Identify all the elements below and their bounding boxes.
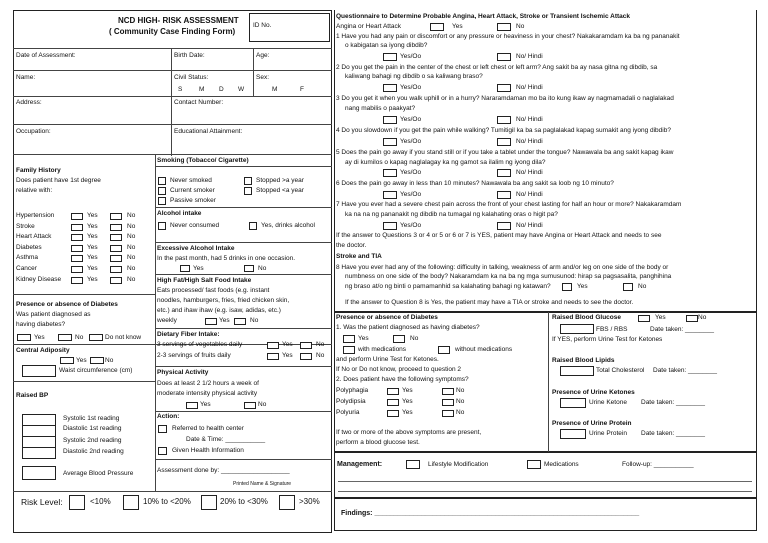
- polyphagia-no-checkbox[interactable]: [442, 388, 454, 395]
- q5-yes-checkbox[interactable]: [383, 169, 397, 177]
- q5-yes-label: Yes/Oo: [400, 169, 422, 176]
- ketones-title: Presence of Urine Ketones: [552, 389, 635, 396]
- current-smoker-label: Current smoker: [170, 187, 215, 194]
- cholesterol-label: Total Cholesterol: [596, 367, 645, 374]
- fh-cancer-yes-checkbox[interactable]: [71, 266, 83, 273]
- fiber-fruit-no: No: [316, 352, 325, 359]
- referred-checkbox[interactable]: [158, 425, 167, 433]
- adiposity-no: No: [105, 357, 114, 364]
- fh-asthma-label: Asthma: [16, 254, 39, 262]
- fh-diabetes-yes: Yes: [87, 243, 98, 251]
- referred-label: Referred to health center: [172, 425, 244, 432]
- never-consumed-checkbox[interactable]: [158, 222, 166, 230]
- q2-line1: 2 Do you get the pain in the center of the chest or left chest or left arm? Ang sakit ba ay nasa gitna ng dibdib, sa: [336, 64, 658, 71]
- polyuria-yes: Yes: [402, 409, 413, 416]
- family-history-q2: relative with:: [16, 187, 53, 194]
- stopped-lt-label: Stopped <a year: [256, 187, 304, 194]
- risk-10-20-checkbox[interactable]: [123, 495, 139, 510]
- physical-no: No: [258, 401, 267, 408]
- q6-yes-label: Yes/Oo: [400, 191, 422, 198]
- polyuria-yes-checkbox[interactable]: [387, 410, 399, 417]
- fh-asthma-no-checkbox[interactable]: [110, 255, 122, 262]
- heart-no-checkbox[interactable]: [497, 23, 511, 31]
- followup-label[interactable]: Follow-up: ___________: [622, 461, 694, 468]
- diabetes-left-title: Presence or absence of Diabetes: [16, 301, 118, 308]
- management-label: Management:: [337, 461, 383, 468]
- q8-no: No: [638, 283, 647, 290]
- fh-diabetes-label: Diabetes: [16, 243, 42, 251]
- diabetes-right-title: Presence or absence of Diabetes: [336, 314, 438, 321]
- family-history-q1: Does patient have 1st degree: [16, 177, 101, 184]
- civil-status-label: Civil Status:: [174, 74, 209, 81]
- diabetes-left-yes-checkbox[interactable]: [17, 334, 31, 341]
- fh-cancer-yes: Yes: [87, 265, 98, 272]
- fat-salt-l1: Eats processed/ fast foods (e.g. instant: [157, 287, 270, 294]
- health-info-checkbox[interactable]: [158, 447, 167, 455]
- q3-no-label: No/ Hindi: [516, 116, 543, 123]
- fh-asthma-yes: Yes: [87, 254, 98, 262]
- polyphagia-yes: Yes: [402, 387, 413, 394]
- q2-yes-label: Yes/Oo: [400, 84, 422, 91]
- fh-kidney-disease-yes: Yes: [87, 275, 98, 283]
- diabetes-left-yes: Yes: [34, 334, 45, 341]
- action-title: Action:: [157, 413, 180, 420]
- civil-option-d[interactable]: D: [219, 86, 224, 93]
- stroke-title: Stroke and TIA: [336, 253, 382, 260]
- physical-no-checkbox[interactable]: [244, 402, 256, 409]
- never-smoked-checkbox[interactable]: [158, 177, 166, 185]
- fiber-veg-no-checkbox[interactable]: [300, 342, 312, 349]
- printed-name-note: Printed Name & Signature: [233, 481, 292, 487]
- diabetes-left-dont-know: Do not know: [105, 334, 142, 341]
- q7-line2: ka na na ng pananakit ng dibdib na tumagal ng kalahating oras o higit pa?: [345, 211, 558, 218]
- excessive-alcohol-title: Excessive Alcohol Intake: [157, 245, 235, 252]
- polyuria-no: No: [456, 409, 465, 416]
- raised-bp-title: Raised BP: [16, 392, 49, 399]
- q5-line2: ay di kumilos o kapag naglalagay ka ng gamot sa ilalim ng iyong dila?: [345, 159, 546, 166]
- q7-no-checkbox[interactable]: [497, 222, 511, 230]
- lifestyle-label: Lifestyle Modification: [428, 461, 489, 468]
- birth-date-label[interactable]: Birth Date:: [174, 52, 205, 59]
- risk-lt10-checkbox[interactable]: [69, 495, 85, 510]
- if-no-note: If No or Do not know, proceed to question 2: [336, 366, 462, 373]
- risk-20-30-checkbox[interactable]: [201, 495, 217, 510]
- fh-hypertension-label: Hypertension: [16, 212, 55, 219]
- passive-smoker-label: Passive smoker: [170, 197, 216, 204]
- q2-line2: kaliwang bahagi ng dibdib o sa kaliwang braso?: [345, 73, 483, 80]
- fiber-veg: 3 servings of vegetables daily: [157, 341, 243, 348]
- q4-no-label: No/ Hindi: [516, 138, 543, 145]
- q8-line3: ng braso at/o ng binti o pamamanhid sa kalahating bahagi ng katawan?: [345, 283, 551, 290]
- q7-no-label: No/ Hindi: [516, 222, 543, 229]
- protein-input[interactable]: [560, 429, 586, 439]
- without-meds-label: without medications: [455, 346, 513, 353]
- q8-no-checkbox[interactable]: [623, 283, 633, 291]
- address-label[interactable]: Address:: [16, 99, 42, 106]
- fat-salt-yes: Yes: [219, 317, 230, 324]
- polyuria-no-checkbox[interactable]: [442, 410, 454, 417]
- physical-l1: Does at least 2 1/2 hours a week of: [157, 380, 259, 387]
- with-meds-label: with medications: [358, 346, 407, 353]
- fh-heart-attack-no: No: [127, 233, 136, 241]
- diabetes-left-q2: having diabetes?: [16, 321, 66, 328]
- name-label[interactable]: Name:: [16, 74, 36, 81]
- q1-line1: 1 Have you had any pain or discomfort or any pressure or heaviness in your chest? Nakakaramdam ka ba ng pananakit: [336, 33, 680, 40]
- average-bp-input[interactable]: [22, 466, 56, 480]
- fh-stroke-label: Stroke: [16, 222, 35, 230]
- waist-input[interactable]: [22, 365, 56, 377]
- adiposity-no-checkbox[interactable]: [90, 357, 104, 364]
- findings-label[interactable]: Findings: ____________________________________________________________________: [341, 510, 640, 517]
- fh-cancer-no: No: [127, 265, 136, 272]
- polyphagia-label: Polyphagia: [336, 387, 369, 394]
- diabetes-left-dont-know-checkbox[interactable]: [89, 334, 103, 341]
- fh-cancer-no-checkbox[interactable]: [110, 266, 122, 273]
- risk-lt10-label: <10%: [90, 497, 111, 506]
- q3-yes-label: Yes/Oo: [400, 116, 422, 123]
- q1-yes-checkbox[interactable]: [383, 53, 397, 61]
- symptoms-note1: If two or more of the above symptoms are present,: [336, 429, 482, 436]
- id-no-label: ID No.: [253, 22, 272, 29]
- fat-salt-l3: etc.) and ihaw ihaw (e.g. isaw, adidas, etc.): [157, 307, 281, 314]
- sex-option-m[interactable]: M: [272, 86, 278, 93]
- fh-kidney-disease-no: No: [127, 275, 136, 283]
- fat-salt-no-checkbox[interactable]: [234, 318, 246, 325]
- form-title: NCD HIGH- RISK ASSESSMENT: [118, 16, 239, 25]
- risk-gt30-label: >30%: [299, 497, 320, 506]
- never-consumed-label: Never consumed: [170, 222, 220, 229]
- average-bp-label: Average Blood Pressure: [63, 470, 134, 477]
- glucose-yes-checkbox[interactable]: [638, 315, 650, 322]
- q4-line1: 4 Do you slowdown if you get the pain while walking? Tumitigil ka ba sa paglalakad kapag sumakit ang iyong dibdib?: [336, 127, 671, 134]
- glucose-date[interactable]: Date taken: ________: [650, 326, 714, 333]
- with-meds-checkbox[interactable]: [343, 346, 355, 354]
- fh-asthma-yes-checkbox[interactable]: [71, 255, 83, 262]
- glucose-note: If YES, perform Urine Test for Ketones: [552, 336, 663, 343]
- drinks-alcohol-label: Yes, drinks alcohol: [261, 222, 315, 229]
- fh-kidney-disease-no-checkbox[interactable]: [110, 277, 122, 284]
- drinks-alcohol-checkbox[interactable]: [249, 222, 257, 230]
- passive-smoker-checkbox[interactable]: [158, 197, 166, 205]
- q4-yes-label: Yes/Oo: [400, 138, 422, 145]
- fh-heart-attack-yes-checkbox[interactable]: [71, 234, 83, 241]
- fbs-label: FBS / RBS: [596, 326, 628, 333]
- excessive-yes: Yes: [193, 265, 204, 272]
- heart-yes-checkbox[interactable]: [430, 23, 444, 31]
- systolic-2-label: Systolic 2nd reading: [63, 437, 122, 444]
- q1-yes-label: Yes/Oo: [400, 53, 422, 60]
- fh-diabetes-no: No: [127, 243, 136, 251]
- health-info-label: Given Health Information: [172, 447, 244, 454]
- glucose-no-checkbox[interactable]: [686, 315, 698, 322]
- referred-datetime[interactable]: Date & Time: ___________: [186, 436, 266, 443]
- stopped-gt-label: Stopped >a year: [256, 177, 304, 184]
- diastolic-2-label: Diastolic 2nd reading: [63, 448, 124, 455]
- q7-line1: 7 Have you ever had a severe chest pain across the front of your chest lasting for half an hour or more? Nakakaramdam: [336, 201, 682, 208]
- fiber-veg-yes-checkbox[interactable]: [267, 342, 279, 349]
- heart-no: No: [516, 23, 525, 30]
- q6-yes-checkbox[interactable]: [383, 191, 397, 199]
- urine-test-note: and perform Urine Test for Ketones.: [336, 356, 439, 363]
- fh-stroke-yes: Yes: [87, 222, 98, 230]
- q1-line2: o kabigatan sa iyong dibdib?: [345, 42, 428, 49]
- stroke-note: If the answer to Question 8 is Yes, the patient may have a TIA or stroke and needs to see the doctor.: [345, 299, 634, 306]
- systolic-1-label: Systolic 1st reading: [63, 415, 120, 422]
- risk-20-30-label: 20% to <30%: [220, 497, 268, 506]
- fh-kidney-disease-label: Kidney Disease: [16, 275, 62, 283]
- q5-line1: 5 Does the pain go away if you stand still or if you take a tablet under the tongue? Nawawala ba ang sakit kapag ikaw: [336, 149, 674, 156]
- q8-line1: 8 Have you ever had any of the following: difficulty in talking, weakness of arm and/or leg on one side of the body or: [336, 264, 669, 271]
- cholesterol-input[interactable]: [560, 366, 594, 376]
- polyphagia-no: No: [456, 387, 465, 394]
- polydipsia-yes-checkbox[interactable]: [387, 399, 399, 406]
- diabetes-left-q1: Was patient diagnosed as: [16, 311, 91, 318]
- fiber-veg-no: No: [316, 341, 325, 348]
- fat-salt-l4: weekly: [157, 317, 177, 324]
- polydipsia-yes: Yes: [402, 398, 413, 405]
- q2-yes-checkbox[interactable]: [383, 84, 397, 92]
- fh-hypertension-no: No: [127, 212, 136, 219]
- q7-yes-checkbox[interactable]: [383, 222, 397, 230]
- fh-hypertension-yes-checkbox[interactable]: [71, 213, 83, 220]
- glucose-yes: Yes: [655, 314, 666, 321]
- civil-option-w[interactable]: W: [238, 86, 245, 93]
- lifestyle-checkbox[interactable]: [406, 460, 420, 469]
- q7-yes-label: Yes/Oo: [400, 222, 422, 229]
- physical-title: Physical Activity: [157, 369, 209, 376]
- stopped-gt-checkbox[interactable]: [244, 177, 252, 185]
- fiber-fruit-yes: Yes: [282, 352, 293, 359]
- fiber-fruit: 2-3 servings of fruits daily: [157, 352, 231, 359]
- q8-line2: numbness on one side of the body? Nakaramdam ka na ba ng mga sumusunod: hirap sa pagsasalita, panghihina: [345, 273, 672, 280]
- sex-option-f[interactable]: F: [300, 86, 304, 93]
- q3-no-checkbox[interactable]: [497, 116, 511, 124]
- diabetes-right-yes-checkbox[interactable]: [343, 335, 355, 343]
- age-label[interactable]: Age:: [256, 52, 270, 59]
- fh-cancer-label: Cancer: [16, 265, 37, 272]
- protein-date[interactable]: Date taken: ________: [641, 430, 705, 437]
- diabetes-right-no-checkbox[interactable]: [393, 335, 405, 343]
- fat-salt-no: No: [250, 317, 259, 324]
- without-meds-checkbox[interactable]: [438, 346, 450, 354]
- polydipsia-label: Polydipsia: [336, 398, 366, 405]
- current-smoker-checkbox[interactable]: [158, 187, 166, 195]
- risk-10-20-label: 10% to <20%: [143, 497, 191, 506]
- protein-label: Urine Protein: [589, 430, 627, 437]
- fh-heart-attack-no-checkbox[interactable]: [110, 234, 122, 241]
- adiposity-title: Central Adiposity: [16, 347, 70, 354]
- fh-kidney-disease-yes-checkbox[interactable]: [71, 277, 83, 284]
- q3-line2: nang mabilis o paakyat?: [345, 105, 416, 112]
- angina-note2: the doctor.: [336, 242, 367, 249]
- polydipsia-no-checkbox[interactable]: [442, 399, 454, 406]
- diastolic-2-input[interactable]: [22, 447, 56, 459]
- q6-no-checkbox[interactable]: [497, 191, 511, 199]
- diabetes-right-no: No: [410, 335, 419, 342]
- stopped-lt-checkbox[interactable]: [244, 187, 252, 195]
- education-label[interactable]: Educational Attainment:: [174, 128, 243, 135]
- diabetes-right-q1: 1. Was the patient diagnosed as having diabetes?: [336, 324, 480, 331]
- fiber-fruit-no-checkbox[interactable]: [300, 353, 312, 360]
- questionnaire-title: Questionnaire to Determine Probable Angina, Heart Attack, Stroke or Transient Ischemic Attack: [336, 13, 631, 20]
- sex-label: Sex:: [256, 74, 270, 81]
- q3-line1: 3 Do you get it when you walk uphill or in a hurry? Nararamdaman mo ba ito kung ikaw ay nagmamadali o naglalakad: [336, 95, 674, 102]
- diabetes-right-yes: Yes: [358, 335, 369, 342]
- fh-diabetes-yes-checkbox[interactable]: [71, 245, 83, 252]
- q3-yes-checkbox[interactable]: [383, 116, 397, 124]
- risk-level-label: Risk Level:: [21, 497, 63, 507]
- fbs-input[interactable]: [560, 324, 594, 334]
- angina-note1: If the answer to Questions 3 or 4 or 5 or 6 or 7 is YES, patient may have Angina or Heart Attack and needs to see: [336, 232, 662, 239]
- adiposity-yes-checkbox[interactable]: [60, 357, 74, 364]
- ketone-date[interactable]: Date taken: ________: [641, 399, 705, 406]
- fh-heart-attack-label: Heart Attack: [16, 233, 52, 241]
- adiposity-yes: Yes: [76, 357, 87, 364]
- heart-label: Angina or Heart Attack: [336, 23, 402, 30]
- fat-salt-yes-checkbox[interactable]: [205, 318, 217, 325]
- symptoms-note2: perform a blood glucose test.: [336, 439, 420, 446]
- heart-yes: Yes: [452, 23, 463, 30]
- fh-stroke-no-checkbox[interactable]: [110, 224, 122, 231]
- diabetes-left-no: No: [75, 334, 84, 341]
- physical-yes: Yes: [200, 401, 211, 408]
- fh-stroke-no: No: [127, 222, 136, 230]
- protein-title: Presence of Urine Protein: [552, 420, 632, 427]
- contact-label[interactable]: Contact Number:: [174, 99, 224, 106]
- excessive-alcohol-q: In the past month, had 5 drinks in one occasion.: [157, 255, 296, 262]
- fh-diabetes-no-checkbox[interactable]: [110, 245, 122, 252]
- diabetes-left-no-checkbox[interactable]: [58, 334, 72, 341]
- family-history-title: Family History: [16, 167, 61, 174]
- fh-stroke-yes-checkbox[interactable]: [71, 224, 83, 231]
- fat-salt-l2: noodles, hamburgers, fries, fried chicken skin,: [157, 297, 290, 304]
- fh-asthma-no: No: [127, 254, 136, 262]
- q5-no-checkbox[interactable]: [497, 169, 511, 177]
- excessive-no-checkbox[interactable]: [244, 265, 254, 272]
- glucose-no: No: [698, 314, 707, 321]
- physical-l2: moderate intensity physical activity: [157, 390, 258, 397]
- fiber-veg-yes: Yes: [282, 341, 293, 348]
- q4-yes-checkbox[interactable]: [383, 138, 397, 146]
- date-assessment-label[interactable]: Date of Assessment:: [16, 52, 76, 59]
- q6-line1: 6 Does the pain go away in less than 10 minutes? Nawawala ba ang sakit sa loob ng 10 minuto?: [336, 180, 614, 187]
- assessment-by[interactable]: Assessment done by: ___________________: [157, 467, 290, 474]
- q1-no-checkbox[interactable]: [497, 53, 511, 61]
- medications-checkbox[interactable]: [527, 460, 541, 469]
- q8-yes-checkbox[interactable]: [562, 283, 572, 291]
- physical-yes-checkbox[interactable]: [186, 402, 198, 409]
- q5-no-label: No/ Hindi: [516, 169, 543, 176]
- form-subtitle: ( Community Case Finding Form): [109, 27, 236, 36]
- fh-hypertension-yes: Yes: [87, 212, 98, 219]
- civil-option-s[interactable]: S: [178, 86, 183, 93]
- ketone-input[interactable]: [560, 398, 586, 408]
- excessive-no: No: [258, 265, 267, 272]
- smoking-title: Smoking (Tobacco/ Cigarette): [157, 157, 249, 164]
- fat-salt-title: High Fat/High Salt Food Intake: [157, 277, 252, 284]
- excessive-yes-checkbox[interactable]: [180, 265, 190, 272]
- occupation-label[interactable]: Occupation:: [16, 128, 51, 135]
- fh-hypertension-no-checkbox[interactable]: [110, 213, 122, 220]
- q1-no-label: No/ Hindi: [516, 53, 543, 60]
- q6-no-label: No/ Hindi: [516, 191, 543, 198]
- polydipsia-no: No: [456, 398, 465, 405]
- risk-gt30-checkbox[interactable]: [279, 495, 295, 510]
- polyuria-label: Polyuria: [336, 409, 360, 416]
- lipids-title: Raised Blood Lipids: [552, 357, 615, 364]
- medications-label: Medications: [544, 461, 579, 468]
- alcohol-title: Alcohol intake: [157, 210, 202, 217]
- waist-label: Waist circumference (cm): [59, 367, 133, 374]
- polyphagia-yes-checkbox[interactable]: [387, 388, 399, 395]
- diabetes-right-q2: 2. Does patient have the following symptoms?: [336, 376, 469, 383]
- never-smoked-label: Never smoked: [170, 177, 212, 184]
- q2-no-checkbox[interactable]: [497, 84, 511, 92]
- glucose-title: Raised Blood Glucose: [552, 314, 621, 321]
- fh-heart-attack-yes: Yes: [87, 233, 98, 241]
- ketone-label: Urine Ketone: [589, 399, 627, 406]
- q4-no-checkbox[interactable]: [497, 138, 511, 146]
- q8-yes: Yes: [577, 283, 588, 290]
- civil-option-m[interactable]: M: [199, 86, 205, 93]
- diastolic-1-label: Diastolic 1st reading: [63, 425, 122, 432]
- fiber-title: Dietary Fiber Intake:: [157, 331, 220, 338]
- lipids-date[interactable]: Date taken: ________: [653, 367, 717, 374]
- q2-no-label: No/ Hindi: [516, 84, 543, 91]
- fiber-fruit-yes-checkbox[interactable]: [267, 353, 279, 360]
